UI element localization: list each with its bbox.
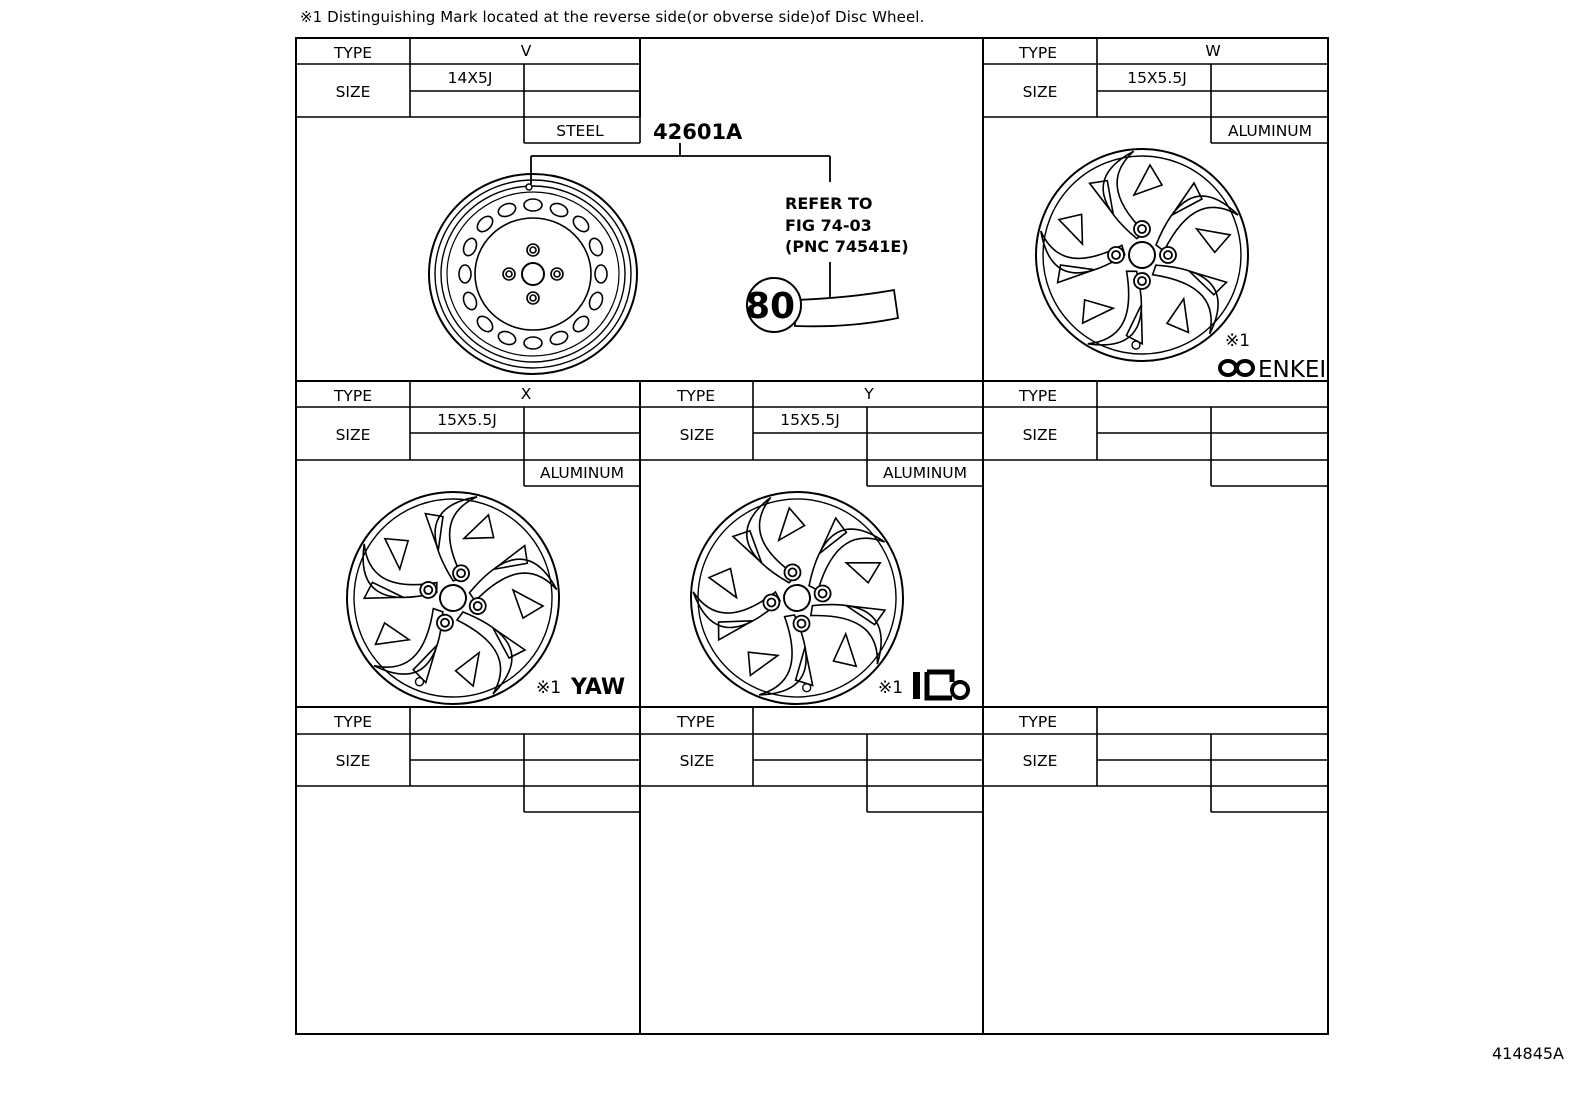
valve-sticker [745,278,898,332]
material-label: STEEL [556,122,604,140]
material-label: ALUMINUM [1227,122,1313,140]
steel-wheel [429,174,637,374]
type-value: X [520,385,532,403]
size-label: SIZE [335,426,371,444]
type-label: TYPE [1018,44,1058,62]
refer-line-3: (PNC 74541E) [785,237,909,256]
aluminum-wheel-w [1030,146,1251,361]
part-number: 42601A [653,120,743,144]
type-label: TYPE [333,713,373,731]
type-label: TYPE [1018,387,1058,405]
material-label: ALUMINUM [539,464,625,482]
maker-logo [913,672,968,699]
size-value: 15X5.5J [437,411,497,429]
yaw-mark: YAW [571,675,626,700]
ref-symbol: ※1 [1225,331,1251,351]
type-label: TYPE [1018,713,1058,731]
size-value: 15X5.5J [1127,69,1187,87]
type-label: TYPE [676,713,716,731]
size-label: SIZE [679,426,715,444]
enkei-logo [1220,357,1326,383]
size-label: SIZE [335,83,371,101]
distinguishing-mark-note: ※1 Distinguishing Mark located at the reverse side(or obverse side)of Disc Wheel. [300,8,925,26]
ref-symbol: ※1 [536,678,562,698]
type-label: TYPE [333,387,373,405]
refer-line-2: FIG 74-03 [785,216,872,235]
size-value: 15X5.5J [780,411,840,429]
figure-id: 414845A [1491,1044,1564,1063]
size-value: 14X5J [447,69,493,87]
size-label: SIZE [679,752,715,770]
refer-line-1: REFER TO [785,194,873,213]
type-value: Y [864,385,874,403]
type-value: W [1205,42,1221,60]
enkei-mark: ENKEI [1258,357,1327,383]
size-label: SIZE [1022,426,1058,444]
type-label: TYPE [333,44,373,62]
type-value: V [520,42,532,60]
size-label: SIZE [1022,752,1058,770]
type-label: TYPE [676,387,716,405]
sticker-number: 80 [744,286,796,327]
material-label: ALUMINUM [882,464,968,482]
ref-symbol: ※1 [878,678,904,698]
size-label: SIZE [1022,83,1058,101]
size-label: SIZE [335,752,371,770]
